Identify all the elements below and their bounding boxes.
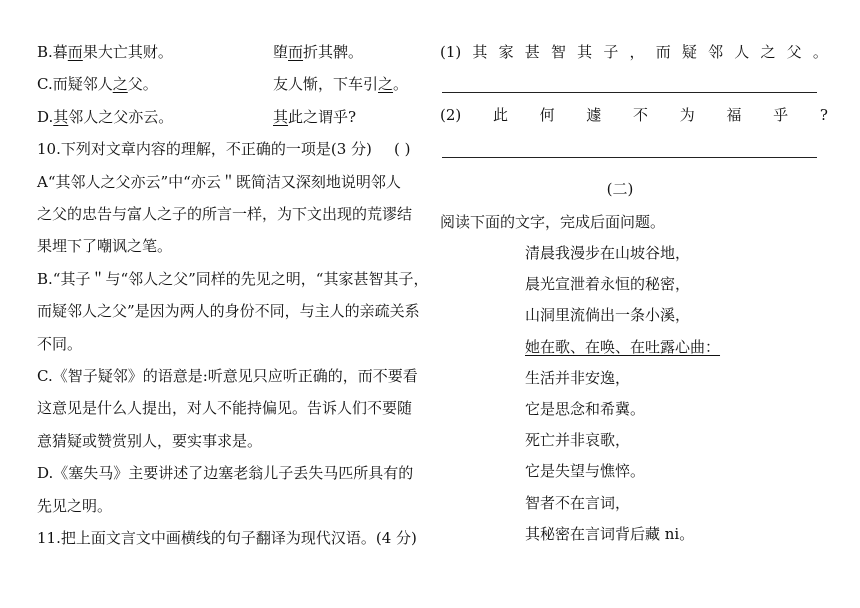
choice-a — [37, 166, 422, 263]
t1-char: (1) — [440, 43, 462, 61]
t1-char: 甚 — [524, 43, 540, 61]
choice-d — [37, 457, 422, 522]
t1-char: 之 — [760, 43, 776, 61]
choice-b-line: 而疑邻人之父”是因为两人的身份不同，与主人的亲疏关系 — [37, 302, 420, 321]
t1-char: 人 — [734, 43, 750, 61]
t1-char: 邻 — [708, 43, 724, 61]
poem-line: 智者不在言词， — [525, 493, 631, 512]
poem — [525, 238, 828, 550]
translation-2-sentence — [440, 99, 828, 131]
t1-char: 疑 — [681, 43, 697, 61]
t1-char: 家 — [498, 43, 514, 61]
poem-line: 山洞里流倘出一条小溪， — [525, 306, 691, 325]
t2-char: 何 — [539, 106, 555, 124]
right-column — [440, 36, 828, 550]
question-11: 11.把上面文言文中画横线的句子翻译为现代汉语。(4 分) — [37, 529, 417, 548]
option-b-left: B.暮而果大亡其财。 — [37, 43, 173, 61]
choice-b — [37, 263, 429, 360]
left-column — [37, 36, 429, 554]
t1-char: 智 — [550, 43, 566, 61]
poem-line: 晨光宣泄着永恒的秘密， — [525, 275, 691, 294]
t1-char: 而 — [655, 43, 671, 61]
option-b-right: 堕而折其髀。 — [273, 43, 364, 61]
answer-line-2[interactable] — [442, 157, 817, 158]
option-c-right: 友人惭，下车引之。 — [273, 75, 409, 94]
translation-1-sentence — [440, 36, 828, 68]
poem-line: 生活并非安逸， — [525, 368, 631, 387]
poem-line: 它是失望与憔悴。 — [525, 462, 646, 481]
t1-char: 父 — [786, 43, 802, 61]
t2-char: 乎 — [773, 106, 789, 124]
t1-char: 子 — [603, 43, 619, 61]
choice-c-line: 这意见是什么人提出，对人不能持偏见。告诉人们不要随 — [37, 399, 413, 418]
t2-char: 此 — [492, 106, 508, 124]
answer-paren: ( ) — [394, 140, 411, 159]
t1-char: 其 — [577, 43, 593, 61]
choice-c-line: C.《智子疑邻》的语意是:听意见只应听正确的，而不要看 — [37, 367, 418, 385]
t2-char: 福 — [726, 106, 742, 124]
choice-a-line: 果埋下了嘲讽之笔。 — [37, 237, 173, 256]
t2-char: 遽 — [586, 106, 602, 124]
poem-line: 清晨我漫步在山坡谷地， — [525, 244, 691, 262]
option-row-c — [37, 68, 422, 100]
choice-d-line: D.《塞失马》主要讲述了边塞老翁儿子丢失马匹所具有的 — [37, 464, 414, 483]
t2-char: 不 — [633, 106, 649, 124]
t1-char: 。 — [812, 43, 828, 61]
section-title: (二) — [606, 180, 634, 198]
choice-b-line: 不同。 — [37, 334, 83, 353]
option-d-left: D.其邻人之父亦云。 — [37, 107, 174, 126]
option-row-d — [37, 101, 422, 133]
choice-c — [37, 360, 422, 457]
choice-a-line: 之父的忠告与富人之子的所言一样，为下文出现的荒谬结 — [37, 204, 413, 223]
section-intro: 阅读下面的文字，完成后面问题。 — [440, 213, 666, 231]
t1-char: ， — [629, 43, 645, 61]
choice-d-line: 先见之明。 — [37, 496, 113, 515]
question-10-text: 10.下列对文章内容的理解，不正确的一项是(3 分) — [37, 140, 372, 159]
poem-line: 其秘密在言词背后藏 ni。 — [525, 524, 695, 543]
choice-c-line: 意猜疑或赞赏别人，要实事求是。 — [37, 431, 263, 450]
t1-char: 其 — [472, 43, 488, 61]
poem-line-underlined: 她在歌、在唤、在吐露心曲： — [525, 337, 721, 356]
poem-line: 死亡并非哀歌， — [525, 431, 631, 450]
poem-line: 它是思念和希冀。 — [525, 399, 646, 418]
question-10 — [37, 133, 422, 165]
choice-b-line: B.“其子＂与“邻人之父”同样的先见之明，“其家甚智其子， — [37, 269, 429, 288]
option-d-right: 其此之谓乎? — [273, 107, 357, 126]
choice-a-line: A“其邻人之父亦云”中“亦云＂既简洁又深刻地说明邻人 — [37, 172, 401, 191]
t2-char: 为 — [679, 106, 695, 124]
t2-char: ? — [819, 106, 828, 124]
t2-char: (2) — [440, 106, 462, 124]
option-row-b — [37, 36, 422, 68]
option-c-left: C.而疑邻人之父。 — [37, 75, 158, 94]
